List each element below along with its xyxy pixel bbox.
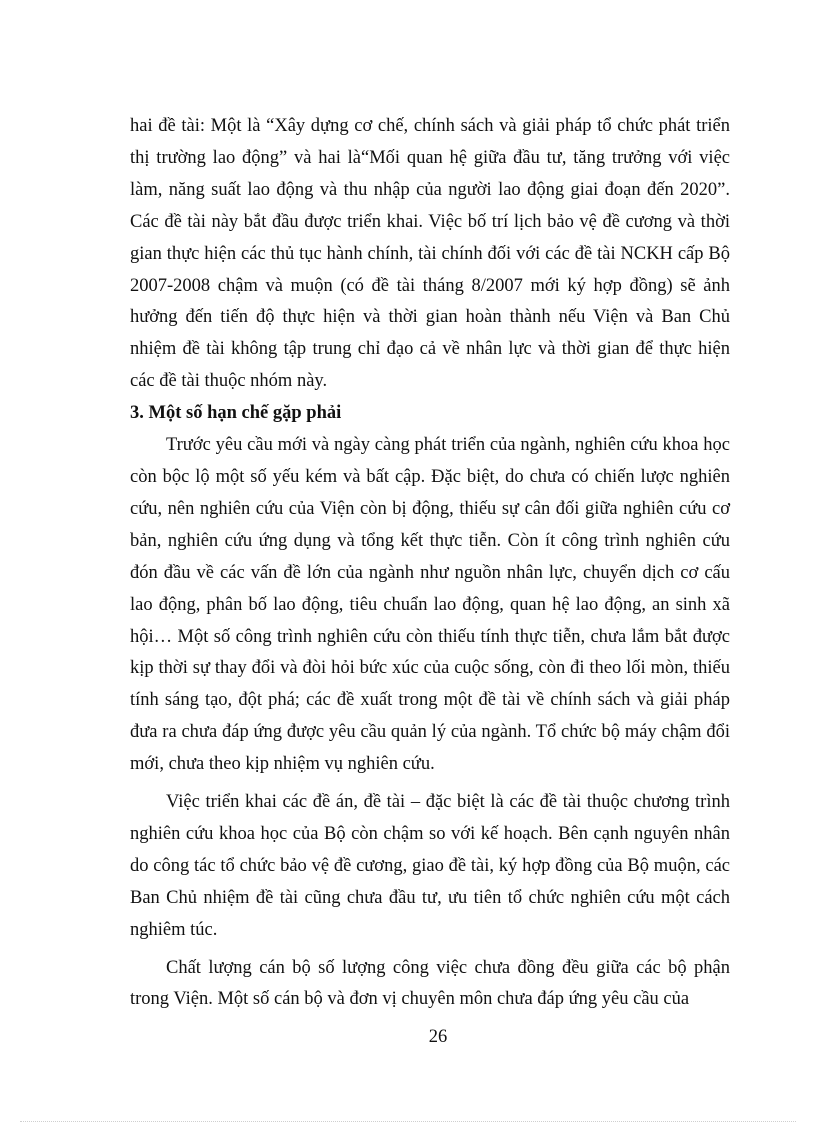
section-heading: 3. Một số hạn chế gặp phải — [130, 403, 342, 424]
page-bottom-divider — [20, 1121, 796, 1122]
paragraph-staff-quality: Chất lượng cán bộ số lượng công việc chưa đồng đều giữa các bộ phận trong Viện. Một số cán bộ và đơn vị chuyên môn chưa đáp ứng yêu cầu của — [130, 957, 730, 1010]
paragraph-implementation: Việc triển khai các đề án, đề tài – đặc biệt là các đề tài thuộc chương trình nghiên cứu khoa học của Bộ còn chậm so với kế hoạch. Bên cạnh nguyên nhân do công tác tổ chức bảo vệ đề cương, giao đề tài, ký hợp đồng của Bộ muộn, các Ban Chủ nhiệm đề tài cũng chưa đầu tư, ưu tiên tổ chức nghiên cứu một cách nghiêm túc. — [130, 792, 730, 940]
paragraph-continued: hai đề tài: Một là “Xây dựng cơ chế, chính sách và giải pháp tổ chức phát triển thị trường lao động” và hai là“Mối quan hệ giữa đầu tư, tăng trưởng với việc làm, năng suất lao động và thu nhập của người lao động giai đoạn đến 2020”. Các đề tài này bắt đầu được triển khai. Việc bố trí lịch bảo vệ đề cương và thời gian thực hiện các thủ tục hành chính, tài chính đối với các đề tài NCKH cấp Bộ 2007-2008 chậm và muộn (có đề tài tháng 8/2007 mới ký hợp đồng) sẽ ảnh hưởng đến tiến độ thực hiện và thời gian hoàn thành nếu Viện và Ban Chủ nhiệm đề tài không tập trung chỉ đạo cả về nhân lực và thời gian để thực hiện các đề tài thuộc nhóm này. — [130, 116, 730, 392]
paragraph-limitations: Trước yêu cầu mới và ngày càng phát triển của ngành, nghiên cứu khoa học còn bộc lộ một số yếu kém và bất cập. Đặc biệt, do chưa có chiến lược nghiên cứu, nên nghiên cứu của Viện còn bị động, thiếu sự cân đối giữa nghiên cứu cơ bản, nghiên cứu ứng dụng và tổng kết thực tiễn. Còn ít công trình nghiên cứu đón đầu về các vấn đề lớn của ngành như nguồn nhân lực, chuyển dịch cơ cấu lao động, phân bố lao động, tiêu chuẩn lao động, quan hệ lao động, an sinh xã hội… Một số công trình nghiên cứu còn thiếu tính thực tiễn, chưa lắm bắt được kịp thời sự thay đổi và đòi hỏi bức xúc của cuộc sống, còn đi theo lối mòn, thiếu tính sáng tạo, đột phá; các đề xuất trong một đề tài về chính sách và giải pháp đưa ra chưa đáp ứng được yêu cầu quản lý của ngành. Tổ chức bộ máy chậm đổi mới, chưa theo kịp nhiệm vụ nghiên cứu. — [130, 435, 730, 775]
page-body — [130, 111, 730, 1016]
page-number: 26 — [428, 1027, 448, 1047]
